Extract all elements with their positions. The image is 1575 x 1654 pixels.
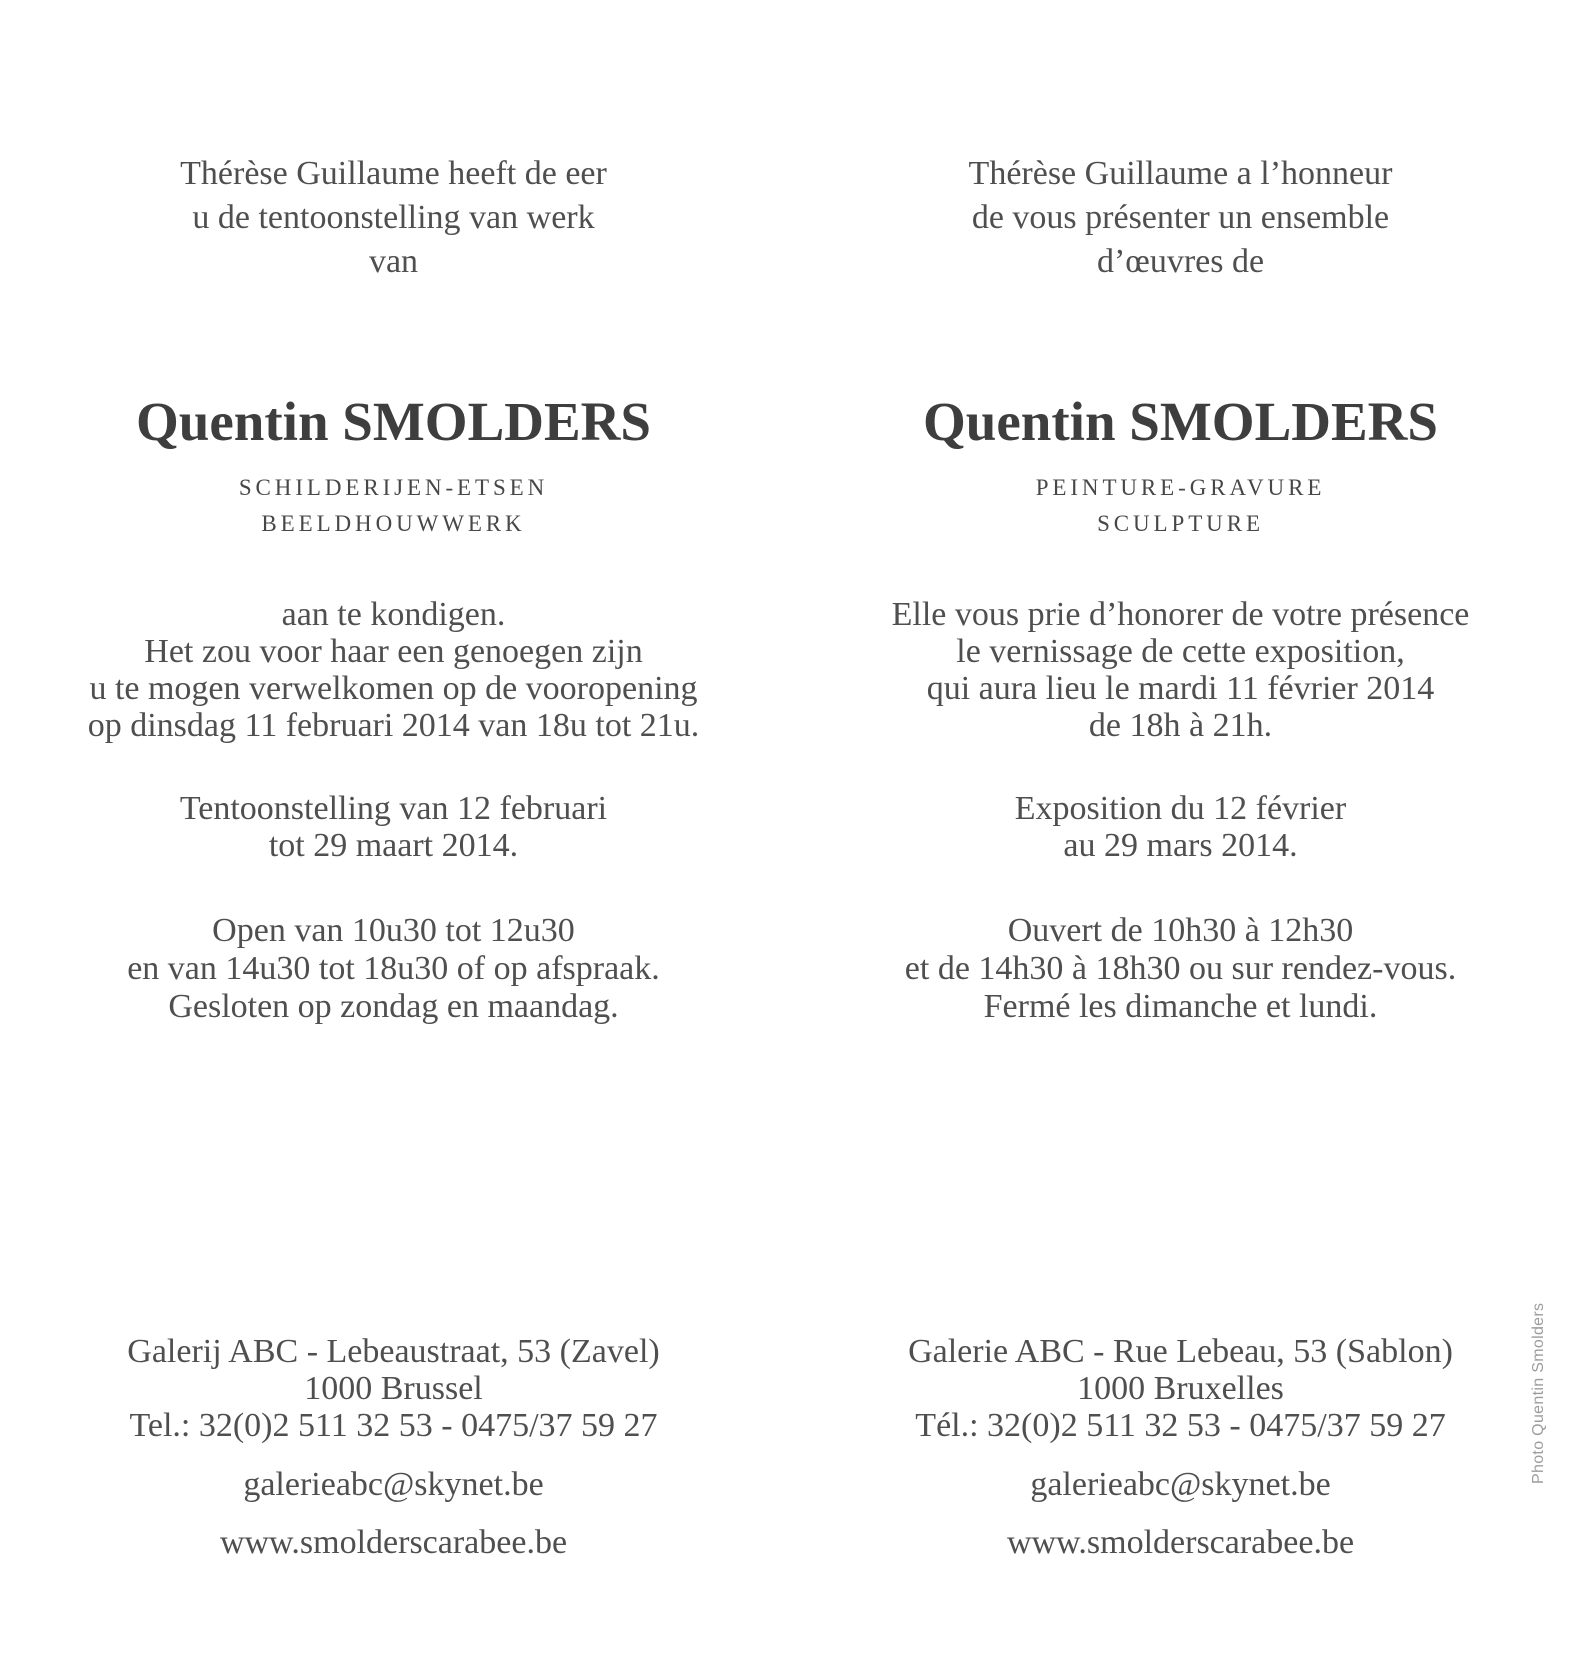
hours-line: Ouvert de 10h30 à 12h30 xyxy=(1007,912,1354,949)
discipline-line: BEELDHOUWWERK xyxy=(261,511,526,536)
announcement-text-dutch xyxy=(0,596,787,744)
hours-line: Fermé les dimanche et lundi. xyxy=(983,988,1378,1025)
hours-line: Open van 10u30 tot 12u30 xyxy=(212,912,575,949)
intro-line: Thérèse Guillaume heeft de eer xyxy=(180,155,607,192)
announcement-line: Het zou voor haar een genoegen zijn xyxy=(144,633,643,670)
announcement-line: Elle vous prie d’honorer de votre présence xyxy=(891,596,1470,633)
intro-line: d’œuvres de xyxy=(1096,243,1265,280)
gallery-website: www.smolderscarabee.be xyxy=(219,1524,568,1561)
intro-line: de vous présenter un ensemble xyxy=(971,199,1390,236)
announcement-line: aan te kondigen. xyxy=(281,596,506,633)
hours-line: et de 14h30 à 18h30 ou sur rendez-vous. xyxy=(904,950,1457,987)
announcement-line: de 18h à 21h. xyxy=(1088,707,1273,744)
gallery-line: Tél.: 32(0)2 511 32 53 - 0475/37 59 27 xyxy=(915,1407,1446,1444)
announcement-line: le vernissage de cette exposition, xyxy=(956,633,1405,670)
opening-hours-french xyxy=(787,912,1574,1026)
gallery-email: galerieabc@skynet.be xyxy=(243,1466,544,1503)
discipline-line: SCULPTURE xyxy=(1097,511,1264,536)
gallery-website: www.smolderscarabee.be xyxy=(1006,1524,1355,1561)
invitation-panel-french xyxy=(787,0,1574,1654)
hours-line: en van 14u30 tot 18u30 of op afspraak. xyxy=(127,950,660,987)
opening-hours-dutch xyxy=(0,912,787,1026)
gallery-line: Galerij ABC - Lebeaustraat, 53 (Zavel) xyxy=(127,1333,660,1370)
dates-line: tot 29 maart 2014. xyxy=(268,827,519,864)
disciplines-list-dutch xyxy=(0,470,787,542)
gallery-line: 1000 Bruxelles xyxy=(1077,1370,1284,1407)
gallery-line: Tel.: 32(0)2 511 32 53 - 0475/37 59 27 xyxy=(129,1407,658,1444)
dates-line: au 29 mars 2014. xyxy=(1063,827,1298,864)
artist-name: Quentin SMOLDERS xyxy=(923,391,1438,452)
invitation-panel-dutch xyxy=(0,0,787,1654)
disciplines-list-french xyxy=(787,470,1574,542)
exhibition-dates-french xyxy=(787,790,1574,864)
discipline-line: PEINTURE-GRAVURE xyxy=(1035,475,1326,500)
gallery-line: Galerie ABC - Rue Lebeau, 53 (Sablon) xyxy=(908,1333,1453,1370)
discipline-line: SCHILDERIJEN-ETSEN xyxy=(238,475,549,500)
photo-credit: Photo Quentin Smolders xyxy=(1530,1302,1547,1484)
intro-line: Thérèse Guillaume a l’honneur xyxy=(968,155,1393,192)
gallery-address-dutch xyxy=(0,1333,787,1444)
intro-line: u de tentoonstelling van werk xyxy=(192,199,595,236)
announcement-line: u te mogen verwelkomen op de vooropening xyxy=(89,670,698,707)
intro-text-dutch xyxy=(0,152,787,284)
hours-line: Gesloten op zondag en maandag. xyxy=(168,988,619,1025)
gallery-email: galerieabc@skynet.be xyxy=(1030,1466,1331,1503)
gallery-address-french xyxy=(787,1333,1574,1444)
intro-line: van xyxy=(368,243,419,280)
dates-line: Exposition du 12 février xyxy=(1014,790,1347,827)
gallery-line: 1000 Brussel xyxy=(304,1370,483,1407)
exhibition-dates-dutch xyxy=(0,790,787,864)
announcement-line: op dinsdag 11 februari 2014 van 18u tot 21u. xyxy=(87,707,700,744)
intro-text-french xyxy=(787,152,1574,284)
dates-line: Tentoonstelling van 12 februari xyxy=(179,790,608,827)
announcement-text-french xyxy=(787,596,1574,744)
artist-name: Quentin SMOLDERS xyxy=(136,391,651,452)
announcement-line: qui aura lieu le mardi 11 février 2014 xyxy=(926,670,1435,707)
